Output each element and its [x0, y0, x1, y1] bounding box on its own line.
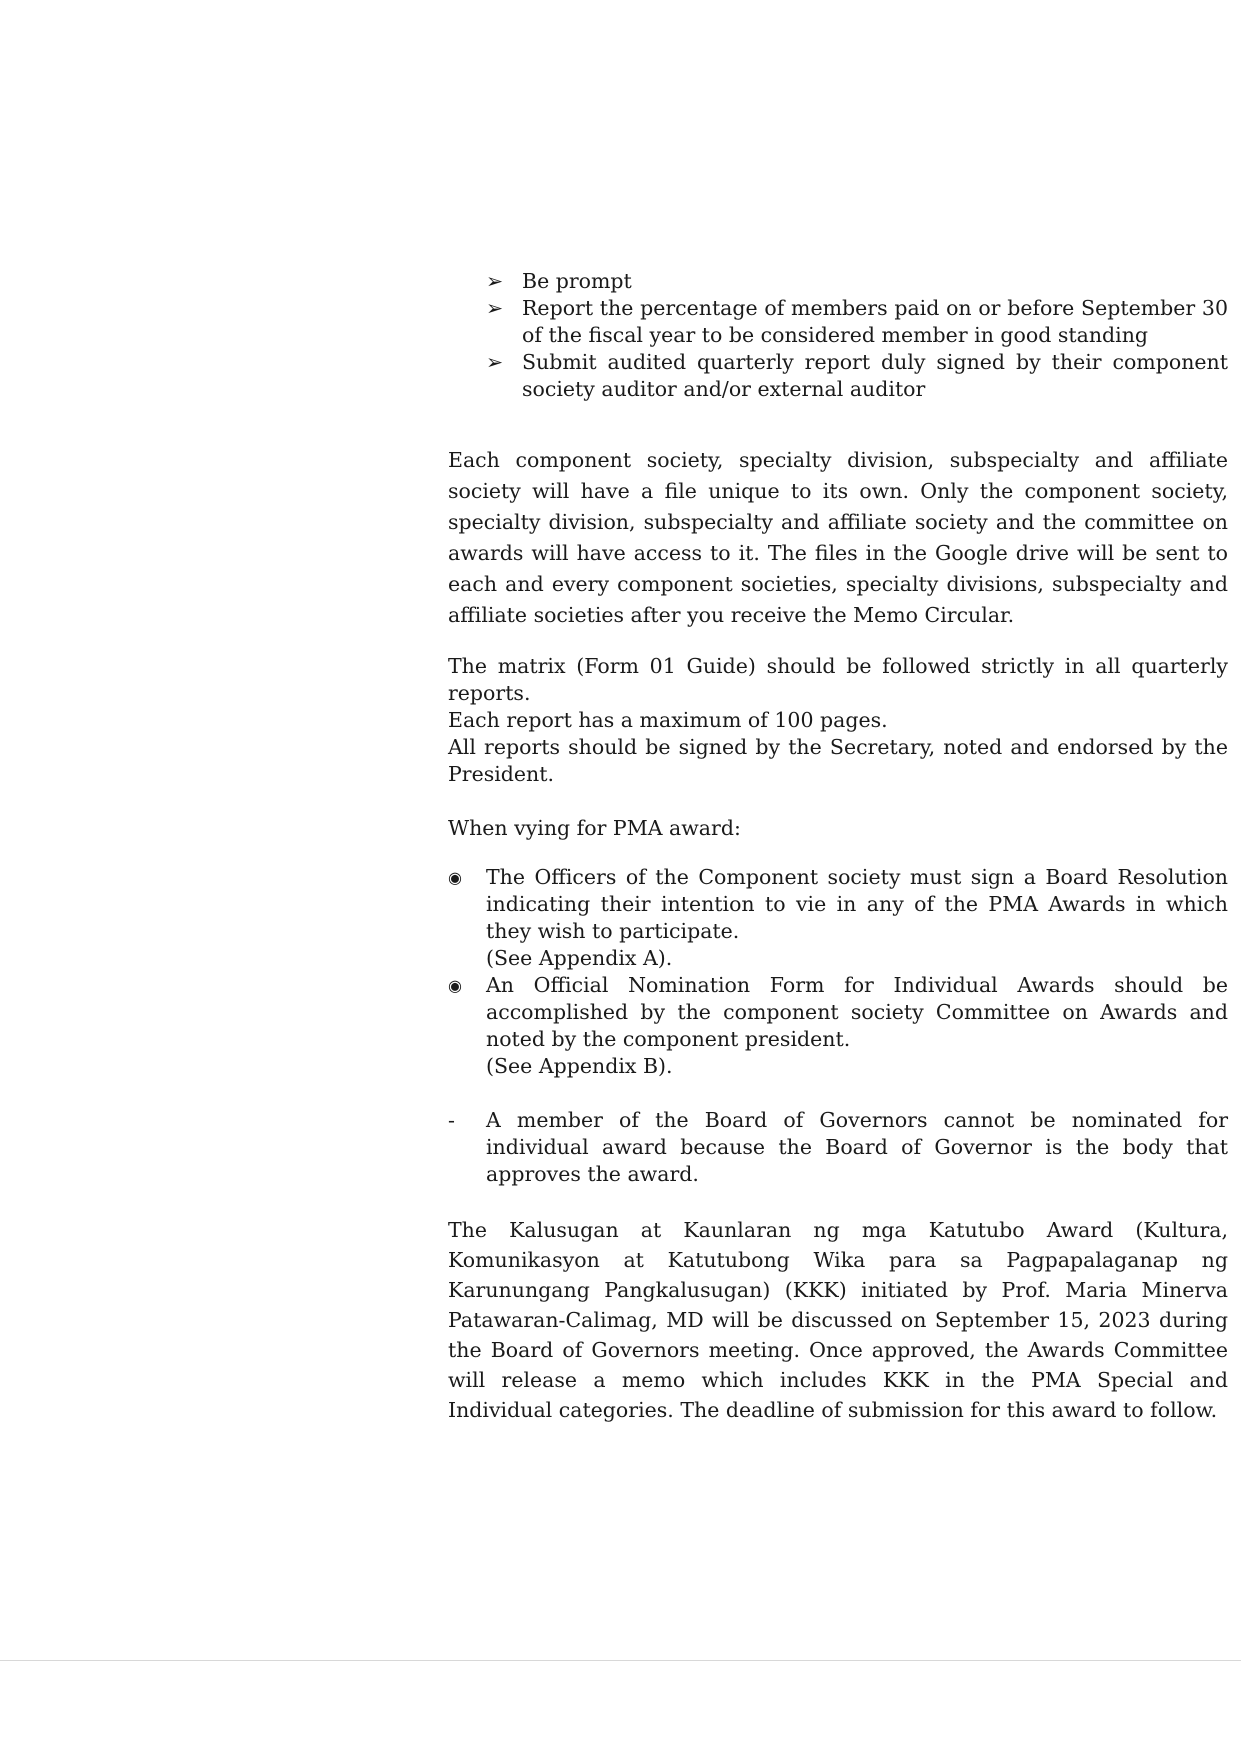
signed-paragraph: All reports should be signed by the Secretary, noted and endorsed by the President.	[448, 735, 1228, 786]
circle-bullet-icon: ◉	[448, 976, 462, 995]
requirements-list	[486, 268, 1228, 403]
list-item-text: Be prompt	[522, 269, 632, 293]
files-paragraph: Each component society, specialty division, subspecialty and affiliate society will have a file unique to its own. Only the component society, specialty division, subspecialty and affiliate society and the committee on awards will have access to it. The files in the Google drive will be sent to each and every component societies, specialty divisions, subspecialty and affiliate societies after you receive the Memo Circular.	[448, 448, 1228, 627]
page-bottom-rule	[0, 1660, 1241, 1661]
circle-bullet-icon: ◉	[448, 868, 462, 887]
pma-intro: When vying for PMA award:	[448, 816, 741, 840]
dash-bullet-icon: -	[448, 1108, 455, 1132]
pages-paragraph: Each report has a maximum of 100 pages.	[448, 708, 888, 732]
list-item-text: Submit audited quarterly report duly signed by their component society auditor and/or external auditor	[522, 350, 1228, 401]
appendix-reference: (See Appendix A).	[486, 946, 673, 970]
list-item	[486, 295, 1228, 349]
list-item	[448, 1107, 1228, 1188]
arrow-bullet-icon: ➢	[486, 269, 504, 293]
arrow-bullet-icon: ➢	[486, 350, 504, 374]
matrix-paragraph: The matrix (Form 01 Guide) should be followed strictly in all quarterly reports.	[448, 654, 1228, 705]
list-item-text: A member of the Board of Governors cannot be nominated for individual award because the Board of Governor is the body that approves the award.	[486, 1108, 1228, 1186]
list-item	[486, 349, 1228, 403]
document-page	[448, 268, 1228, 1425]
list-item-text: Report the percentage of members paid on or before September 30 of the fiscal year to be considered member in good standing	[522, 296, 1228, 347]
list-item	[448, 864, 1228, 972]
pma-requirements-list	[448, 864, 1228, 1080]
kkk-paragraph: The Kalusugan at Kaunlaran ng mga Katutubo Award (Kultura, Komunikasyon at Katutubong Wika para sa Pagpapalaganap ng Karunungang Pangkalusugan) (KKK) initiated by Prof. Maria Minerva Patawaran-Calimag, MD will be discussed on September 15, 2023 during the Board of Governors meeting. Once approved, the Awards Committee will release a memo which includes KKK in the PMA Special and Individual categories. The deadline of submission for this award to follow.	[448, 1218, 1228, 1422]
list-item-text: The Officers of the Component society must sign a Board Resolution indicating their intention to vie in any of the PMA Awards in which they wish to participate.	[486, 865, 1228, 943]
arrow-bullet-icon: ➢	[486, 296, 504, 320]
note-list	[448, 1107, 1228, 1188]
list-item	[448, 972, 1228, 1080]
list-item	[486, 268, 1228, 295]
list-item-text: An Official Nomination Form for Individual Awards should be accomplished by the component society Committee on Awards and noted by the component president.	[486, 973, 1228, 1051]
appendix-reference: (See Appendix B).	[486, 1054, 673, 1078]
